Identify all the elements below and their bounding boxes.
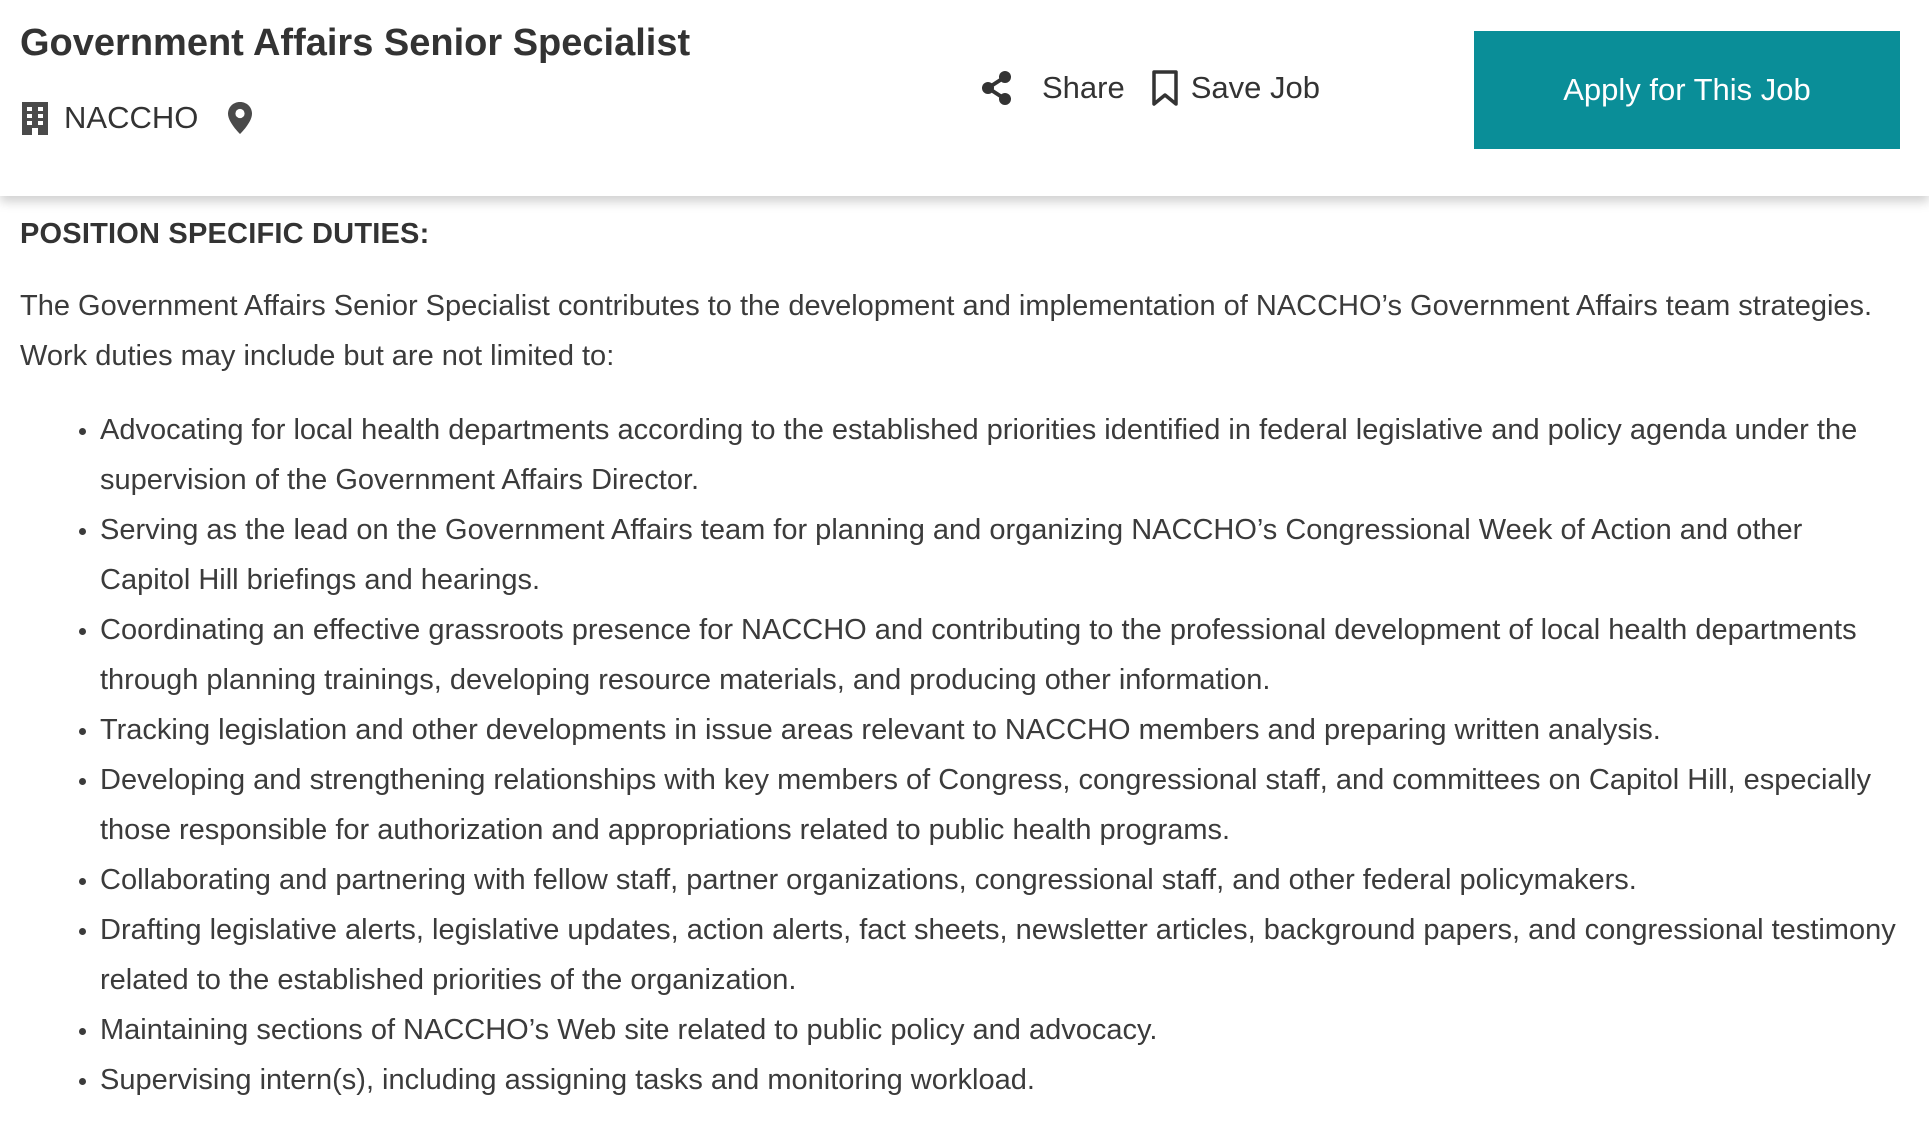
save-job-button[interactable] (1151, 70, 1320, 106)
list-item: • Maintaining sections of NACCHO’s Web site related to public policy and advocacy. (100, 1005, 1900, 1055)
save-job-label: Save Job (1190, 70, 1320, 105)
list-item: • Supervising intern(s), including assigning tasks and monitoring workload. (100, 1055, 1900, 1105)
job-meta (20, 98, 254, 138)
share-button[interactable] (980, 70, 1125, 106)
list-item: • Advocating for local health departments according to the established priorities identified in federal legislative and policy agenda under the supervision of the Government Affairs Director. (100, 405, 1900, 505)
job-description (20, 218, 1900, 1105)
job-title: Government Affairs Senior Specialist (20, 22, 691, 64)
list-item: • Tracking legislation and other developments in issue areas relevant to NACCHO members and preparing written analysis. (100, 705, 1900, 755)
bookmark-icon (1151, 70, 1179, 106)
list-item: • Developing and strengthening relationships with key members of Congress, congressional staff, and committees on Capitol Hill, especially those responsible for authorization and appropriations related to public health programs. (100, 755, 1900, 855)
building-icon (20, 101, 50, 135)
intro-paragraph: The Government Affairs Senior Specialist contributes to the development and implementation of NACCHO’s Government Affairs team strategies. Work duties may include but are not limited to: (20, 290, 1873, 372)
company-name[interactable]: NACCHO (64, 100, 199, 135)
share-icon (980, 70, 1014, 106)
map-pin-icon (226, 101, 254, 135)
section-heading: POSITION SPECIFIC DUTIES: (20, 218, 430, 250)
duties-list (20, 405, 1900, 1105)
share-label: Share (1042, 70, 1125, 105)
list-item: • Collaborating and partnering with fellow staff, partner organizations, congressional staff, and other federal policymakers. (100, 855, 1900, 905)
list-item: • Drafting legislative alerts, legislative updates, action alerts, fact sheets, newsletter articles, background papers, and congressional testimony related to the established priorities of the organization. (100, 905, 1900, 1005)
list-item: • Coordinating an effective grassroots presence for NACCHO and contributing to the professional development of local health departments through planning trainings, developing resource materials, and producing other information. (100, 605, 1900, 705)
job-header (0, 0, 1929, 196)
job-actions (980, 66, 1320, 110)
apply-button[interactable]: Apply for This Job (1474, 31, 1900, 149)
list-item: • Serving as the lead on the Government Affairs team for planning and organizing NACCHO’s Congressional Week of Action and other Capitol Hill briefings and hearings. (100, 505, 1900, 605)
